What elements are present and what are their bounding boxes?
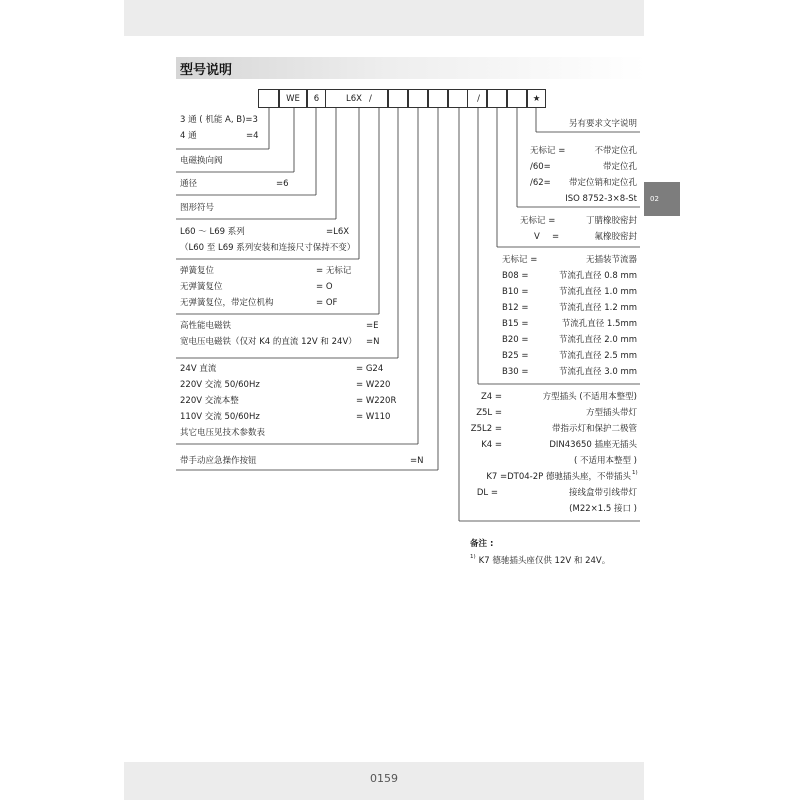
left-g9-value: =N — [410, 456, 424, 466]
left-g5-line1: L60 ～ L69 系列 — [180, 227, 245, 237]
left-g5-line2: （L60 至 L69 系列安装和连接尺寸保持不变） — [180, 243, 356, 253]
right-r5-line2-code: Z5L = — [476, 408, 502, 418]
left-g8-line2: 220V 交流 50/60Hz — [180, 380, 260, 390]
notes-title: 备注 : — [470, 539, 494, 549]
left-g6-line3: 无弹簧复位，带定位机构 — [180, 298, 274, 308]
left-g7-line1-value: =E — [366, 321, 379, 331]
left-g6-line3-value: = OF — [316, 298, 338, 308]
notes-body: K7 德驰插头座仅供 12V 和 24V。 — [478, 556, 611, 566]
right-r5-line1-code: Z4 = — [480, 392, 502, 402]
right-r4-line6-code: B20 = — [502, 335, 529, 345]
right-r5-line1-desc: 方型插头 (不适用本整型) — [542, 392, 637, 402]
right-r4-line4-desc: 节流孔直径 1.2 mm — [559, 303, 637, 313]
right-r5-line3-code: Z5L2 = — [470, 424, 502, 434]
left-g6-line1-value: = 无标记 — [316, 266, 352, 276]
code-box-type: WE — [279, 89, 307, 108]
notes-sup: 1) — [470, 554, 476, 560]
left-g3-value: =6 — [276, 179, 289, 189]
left-g6-line2-value: = O — [316, 282, 333, 292]
left-g9: 带手动应急操作按钮 — [180, 456, 257, 466]
right-r2-line3-code: /62= — [530, 178, 551, 188]
left-g8-line1-value: = G24 — [356, 364, 384, 374]
right-r3-line1-code: 无标记 = — [520, 216, 556, 226]
left-g8-line4: 110V 交流 50/60Hz — [180, 412, 260, 422]
right-r5-line6-sup: 1) — [632, 470, 638, 476]
right-r4-line1-code: 无标记 = — [502, 255, 538, 265]
left-g8-line1: 24V 直流 — [180, 364, 217, 374]
notes-text — [470, 554, 610, 566]
right-r5-line4-desc: DIN43650 插座无插头 — [549, 440, 637, 450]
left-g8-line3: 220V 交流本整 — [180, 396, 239, 406]
left-g3: 通径 — [180, 179, 198, 189]
right-r5-line7-desc: 接线盒带引线带灯 — [568, 488, 637, 498]
code-box-series: L6X / — [326, 89, 388, 108]
right-r2-line1-code: 无标记 = — [530, 146, 566, 156]
right-r4-line8-desc: 节流孔直径 3.0 mm — [559, 367, 637, 377]
right-r1: 另有要求文字说明 — [568, 119, 637, 129]
right-r4-line2-code: B08 = — [502, 271, 529, 281]
left-g8-line5: 其它电压见技术参数表 — [180, 428, 266, 438]
left-g1-line2-value: =4 — [246, 131, 259, 141]
left-g1-line1: 3 通 ( 机能 A, B)=3 — [180, 115, 258, 125]
right-r5-line3-desc: 带指示灯和保护二极管 — [551, 424, 637, 434]
right-r4-line5-code: B15 = — [502, 319, 529, 329]
code-box-9: / — [468, 89, 487, 108]
page-number: 0159 — [370, 772, 398, 785]
left-g8-line3-value: = W220R — [356, 396, 397, 406]
right-r3-line2-eq: = — [552, 232, 560, 242]
right-r5-line5: ( 不适用本整型 ) — [573, 456, 637, 466]
left-g6-line1: 弹簧复位 — [180, 266, 215, 276]
right-r3-line2-code: V — [534, 232, 540, 242]
chapter-tab-label: 02 — [650, 195, 659, 203]
left-g7-line1: 高性能电磁铁 — [180, 321, 232, 331]
right-r5-line7-code: DL = — [476, 488, 498, 498]
left-g2: 电磁换向阀 — [180, 156, 223, 166]
right-r5-line4-code: K4 = — [481, 440, 502, 450]
left-g8-line4-value: = W110 — [356, 412, 391, 422]
right-r4-line7-desc: 节流孔直径 2.5 mm — [559, 351, 637, 361]
right-r4-line5-desc: 节流孔直径 1.5mm — [561, 319, 637, 329]
right-r5-line2-desc: 方型插头带灯 — [585, 408, 637, 418]
right-r5-line6: K7 =DT04-2P 德驰插头座，不带插头 — [486, 472, 631, 482]
right-r4-line3-desc: 节流孔直径 1.0 mm — [559, 287, 637, 297]
right-r2-line2-code: /60= — [530, 162, 551, 172]
right-r4-line3-code: B10 = — [502, 287, 529, 297]
right-r4-line7-code: B25 = — [502, 351, 529, 361]
code-box-star: ★ — [527, 89, 546, 108]
right-r2-line4: ISO 8752-3×8-St — [565, 194, 637, 204]
right-r3-line2-desc: 氟橡胶密封 — [594, 232, 637, 242]
left-g7-line2: 宽电压电磁铁（仅对 K4 的直流 12V 和 24V） — [180, 337, 357, 347]
heading-text: 型号说明 — [180, 63, 233, 78]
right-r2-line3-desc: 带定位销和定位孔 — [568, 178, 637, 188]
left-g8-line2-value: = W220 — [356, 380, 391, 390]
right-r4-line4-code: B12 = — [502, 303, 529, 313]
left-g5-line1-value: =L6X — [326, 227, 350, 237]
right-r4-line8-code: B30 = — [502, 367, 529, 377]
code-box-size: 6 — [307, 89, 326, 108]
right-r4-line6-desc: 节流孔直径 2.0 mm — [559, 335, 637, 345]
right-r3-line1-desc: 丁腈橡胶密封 — [585, 216, 637, 226]
right-r2-line2-desc: 带定位孔 — [602, 162, 637, 172]
right-r4-line1-desc: 无插装节流器 — [585, 255, 637, 265]
left-g4: 图形符号 — [180, 203, 215, 213]
right-r2-line1-desc: 不带定位孔 — [594, 146, 637, 156]
left-g7-line2-value: =N — [366, 337, 380, 347]
left-g1-line2: 4 通 — [180, 131, 197, 141]
right-r4-line2-desc: 节流孔直径 0.8 mm — [559, 271, 637, 281]
left-g6-line2: 无弹簧复位 — [180, 282, 223, 292]
right-r5-line8: (M22×1.5 接口 ) — [569, 504, 637, 514]
